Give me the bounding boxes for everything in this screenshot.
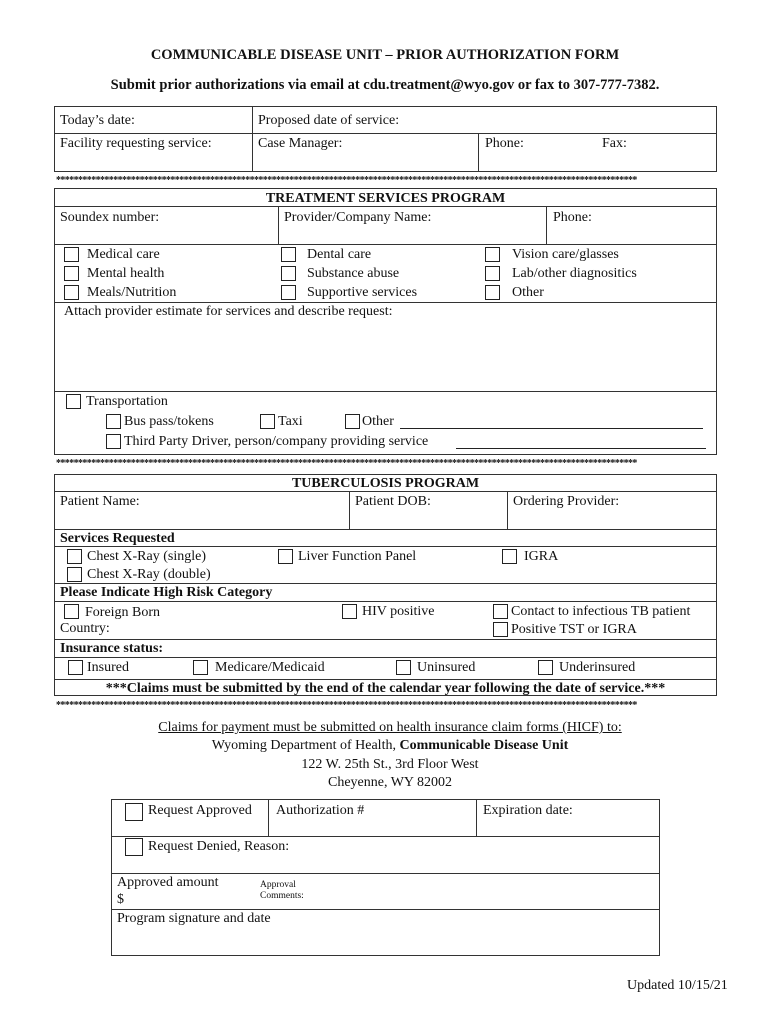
taxi-label: Taxi <box>278 414 303 429</box>
services-requested-heading: Services Requested <box>60 531 175 546</box>
dental-care-checkbox[interactable] <box>281 247 296 262</box>
contact-tb-label: Contact to infectious TB patient <box>511 604 691 619</box>
request-description-area[interactable] <box>56 322 716 390</box>
claims-deadline-note: ***Claims must be submitted by the end of the calendar year following the date of service.*** <box>105 681 666 696</box>
updated-date: Updated 10/15/21 <box>627 978 728 993</box>
mental-health-label: Mental health <box>87 266 165 281</box>
authorization-field[interactable]: Authorization # <box>276 803 365 818</box>
facility-field[interactable]: Facility requesting service: <box>60 136 212 151</box>
provider-phone-field[interactable]: Phone: <box>553 210 592 225</box>
risk-heading: Please Indicate High Risk Category <box>60 585 273 600</box>
underinsured-label: Underinsured <box>559 660 636 675</box>
claims-instructions: Claims for payment must be submitted on health insurance claim forms (HICF) to: <box>158 720 622 735</box>
soundex-field[interactable]: Soundex number: <box>60 210 160 225</box>
transportation-checkbox[interactable] <box>66 394 81 409</box>
foreign-born-checkbox[interactable] <box>64 604 79 619</box>
third-party-checkbox[interactable] <box>106 434 121 449</box>
xray-double-label: Chest X-Ray (double) <box>87 567 211 582</box>
claims-recipient: Wyoming Department of Health, Communicable Disease Unit <box>211 738 569 753</box>
approval-comments-label-1: Approval <box>260 880 296 890</box>
transportation-label: Transportation <box>86 394 168 409</box>
taxi-checkbox[interactable] <box>260 414 275 429</box>
substance-abuse-label: Substance abuse <box>307 266 400 281</box>
lab-diagnostics-checkbox[interactable] <box>485 266 500 281</box>
insured-checkbox[interactable] <box>68 660 83 675</box>
separator: ************************************************************************************************************************************ <box>56 701 637 711</box>
phone-field[interactable]: Phone: <box>485 136 524 151</box>
expiration-date-field[interactable]: Expiration date: <box>483 803 573 818</box>
request-approved-label: Request Approved <box>148 803 252 818</box>
program-signature-field[interactable]: Program signature and date <box>117 911 271 926</box>
meals-checkbox[interactable] <box>64 285 79 300</box>
approval-comments-label-2[interactable]: Comments: <box>260 891 304 901</box>
ordering-provider-field[interactable]: Ordering Provider: <box>513 494 620 509</box>
igra-label: IGRA <box>524 549 559 564</box>
positive-tst-checkbox[interactable] <box>493 622 508 637</box>
tb-heading: TUBERCULOSIS PROGRAM <box>291 476 480 491</box>
supportive-services-label: Supportive services <box>307 285 418 300</box>
hiv-checkbox[interactable] <box>342 604 357 619</box>
patient-dob-field[interactable]: Patient DOB: <box>355 494 431 509</box>
claims-address-street: 122 W. 25th St., 3rd Floor West <box>301 757 479 772</box>
meals-label: Meals/Nutrition <box>87 285 177 300</box>
bus-pass-label: Bus pass/tokens <box>124 414 214 429</box>
substance-abuse-checkbox[interactable] <box>281 266 296 281</box>
claims-address-city: Cheyenne, WY 82002 <box>327 775 453 790</box>
other-transport-checkbox[interactable] <box>345 414 360 429</box>
request-denied-label[interactable]: Request Denied, Reason: <box>148 839 290 854</box>
country-field[interactable]: Country: <box>60 621 110 636</box>
approved-amount-label: Approved amount <box>117 875 219 890</box>
mental-health-checkbox[interactable] <box>64 266 79 281</box>
positive-tst-label: Positive TST or IGRA <box>511 622 637 637</box>
attach-estimate-label: Attach provider estimate for services and describe request: <box>64 304 393 319</box>
uninsured-checkbox[interactable] <box>396 660 411 675</box>
liver-panel-checkbox[interactable] <box>278 549 293 564</box>
liver-panel-label: Liver Function Panel <box>298 549 417 564</box>
request-denied-checkbox[interactable] <box>125 838 143 856</box>
medicare-checkbox[interactable] <box>193 660 208 675</box>
underinsured-checkbox[interactable] <box>538 660 553 675</box>
other-service-label: Other <box>512 285 544 300</box>
hiv-label: HIV positive <box>362 604 435 619</box>
separator: ************************************************************************************************************************************ <box>56 459 637 469</box>
patient-name-field[interactable]: Patient Name: <box>60 494 140 509</box>
separator: ************************************************************************************************************************************ <box>56 176 637 186</box>
medical-care-label: Medical care <box>87 247 160 262</box>
uninsured-label: Uninsured <box>417 660 476 675</box>
other-service-checkbox[interactable] <box>485 285 500 300</box>
supportive-services-checkbox[interactable] <box>281 285 296 300</box>
fax-field[interactable]: Fax: <box>602 136 627 151</box>
form-subtitle: Submit prior authorizations via email at cdu.treatment@wyo.gov or fax to 307-777-7382. <box>110 77 660 93</box>
vision-care-label: Vision care/glasses <box>512 247 619 262</box>
xray-single-label: Chest X-Ray (single) <box>87 549 206 564</box>
insurance-heading: Insurance status: <box>60 641 164 656</box>
case-manager-field[interactable]: Case Manager: <box>258 136 343 151</box>
xray-single-checkbox[interactable] <box>67 549 82 564</box>
lab-diagnostics-label: Lab/other diagnositics <box>512 266 637 281</box>
xray-double-checkbox[interactable] <box>67 567 82 582</box>
request-approved-checkbox[interactable] <box>125 803 143 821</box>
dental-care-label: Dental care <box>307 247 372 262</box>
vision-care-checkbox[interactable] <box>485 247 500 262</box>
todays-date-field[interactable]: Today’s date: <box>60 113 135 128</box>
third-party-label: Third Party Driver, person/company providing service <box>124 434 429 449</box>
proposed-date-field[interactable]: Proposed date of service: <box>258 113 400 128</box>
form-title: COMMUNICABLE DISEASE UNIT – PRIOR AUTHORIZATION FORM <box>150 47 620 63</box>
third-party-line[interactable] <box>456 448 706 449</box>
bus-pass-checkbox[interactable] <box>106 414 121 429</box>
treatment-heading: TREATMENT SERVICES PROGRAM <box>265 191 506 206</box>
contact-tb-checkbox[interactable] <box>493 604 508 619</box>
insured-label: Insured <box>87 660 129 675</box>
other-transport-line[interactable] <box>400 428 703 429</box>
igra-checkbox[interactable] <box>502 549 517 564</box>
provider-field[interactable]: Provider/Company Name: <box>284 210 432 225</box>
approved-amount-field[interactable]: $ <box>117 892 124 907</box>
medicare-label: Medicare/Medicaid <box>215 660 325 675</box>
medical-care-checkbox[interactable] <box>64 247 79 262</box>
foreign-born-label: Foreign Born <box>85 605 161 620</box>
other-transport-label: Other <box>362 414 394 429</box>
